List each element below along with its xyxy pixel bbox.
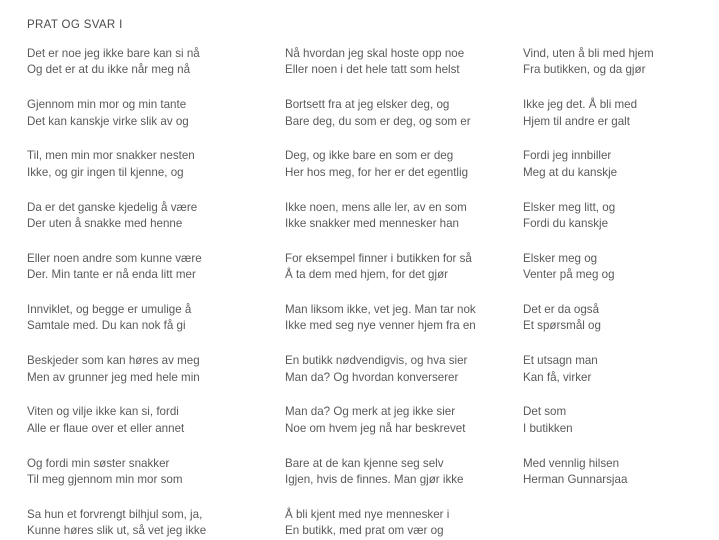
poem-line: Og det er at du ikke når meg nå (27, 63, 191, 77)
stanza (523, 404, 719, 437)
poem-line: En butikk nødvendigvis, og hva sier (285, 354, 468, 368)
poem-line: Bortsett fra at jeg elsker deg, og (285, 98, 450, 112)
poem-line: Igjen, hvis de finnes. Man gjør ikke (285, 473, 464, 487)
stanza (523, 46, 719, 79)
poem-line: Vind, uten å bli med hjem (523, 47, 654, 60)
stanza (285, 200, 513, 233)
poem-line: Og fordi min søster snakker (27, 456, 170, 470)
stanza (27, 251, 257, 284)
poem-line: Her hos meg, for her er det egentlig (285, 165, 469, 179)
stanza (523, 97, 719, 130)
poem-line: Deg, og ikke bare en som er deg (285, 149, 454, 163)
poem-line: Nå hvordan jeg skal hoste opp noe (285, 47, 465, 60)
poem-line: Å ta dem med hjem, for det gjør (285, 268, 449, 282)
poem-line: En butikk, med prat om vær og (285, 524, 444, 538)
poem-line: Sa hun et forvrengt bilhjul som, ja, (27, 507, 203, 521)
poem-line: Ikke, og gir ingen til kjenne, og (27, 165, 184, 179)
poem-line: Kan få, virker (523, 370, 592, 384)
poem-line: Til, men min mor snakker nesten (27, 149, 195, 163)
poem-line: Ikke jeg det. Å bli med (523, 98, 638, 112)
stanza (27, 46, 257, 79)
poem-line: Samtale med. Du kan nok få gi (27, 319, 186, 333)
poem-line: Det er da også (523, 303, 600, 317)
poem-line: Et spørsmål og (523, 319, 601, 333)
signature-author: Herman Gunnarsjaa (523, 473, 628, 487)
poem-line: Elsker meg og (523, 251, 598, 265)
stanza (285, 148, 513, 181)
poem-line: Beskjeder som kan høres av meg (27, 354, 200, 368)
poem-line: Kunne høres slik ut, så vet jeg ikke (27, 524, 207, 538)
poem-line: Der. Min tante er nå enda litt mer (27, 268, 196, 282)
poem-line: Bare deg, du som er deg, og som er (285, 114, 471, 128)
poem-line: Hjem til andre er galt (523, 114, 630, 128)
poem-line: Viten og vilje ikke kan si, fordi (27, 405, 179, 419)
poem-line: Å bli kjent med nye mennesker i (285, 507, 450, 521)
poem-line: Ikke noen, mens alle ler, av en som (285, 200, 467, 214)
stanza (523, 302, 719, 335)
signature (523, 456, 719, 489)
stanza (27, 404, 257, 437)
poem-line: Alle er flaue over et eller annet (27, 421, 185, 435)
stanza (285, 404, 513, 437)
poem-line: Man da? Og hvordan konverserer (285, 370, 459, 384)
poem-line: Ikke snakker med mennesker han (285, 217, 459, 231)
poem-line: Da er det ganske kjedelig å være (27, 200, 198, 214)
poem-columns (0, 46, 719, 540)
stanza (27, 148, 257, 181)
poem-line: Fordi jeg innbiller (523, 149, 612, 163)
stanza (27, 200, 257, 233)
stanza (285, 456, 513, 489)
page-title: PRAT OG SVAR I (27, 19, 123, 31)
poem-line: I butikken (523, 421, 573, 435)
poem-column-2 (257, 46, 513, 540)
stanza (27, 302, 257, 335)
stanza (285, 302, 513, 335)
poem-line: Venter på meg og (523, 268, 615, 282)
poem-line: Noe om hvem jeg nå har beskrevet (285, 421, 466, 435)
signature-salutation: Med vennlig hilsen (523, 456, 620, 470)
poem-line: Fordi du kanskje (523, 217, 609, 231)
stanza (523, 251, 719, 284)
poem-line: Man da? Og merk at jeg ikke sier (285, 405, 456, 419)
poem-line: For eksempel finner i butikken for så (285, 251, 472, 265)
stanza (523, 353, 719, 386)
poem-line: Til meg gjennom min mor som (27, 473, 183, 487)
poem-line: Det som (523, 405, 567, 419)
poem-line: Der uten å snakke med henne (27, 217, 183, 231)
poem-column-1 (0, 46, 257, 540)
poem-line: Ikke med seg nye venner hjem fra en (285, 319, 476, 333)
stanza (27, 97, 257, 130)
poem-line: Det er noe jeg ikke bare kan si nå (27, 47, 200, 60)
stanza (27, 456, 257, 489)
poem-column-3 (513, 46, 719, 488)
poem-line: Eller noen i det hele tatt som helst (285, 63, 460, 77)
stanza (523, 200, 719, 233)
poem-line: Meg at du kanskje (523, 165, 618, 179)
poem-line: Eller noen andre som kunne være (27, 251, 202, 265)
poem-line: Elsker meg litt, og (523, 200, 616, 214)
stanza (285, 97, 513, 130)
stanza (27, 507, 257, 540)
poem-line: Men av grunner jeg med hele min (27, 370, 200, 384)
stanza (285, 353, 513, 386)
poem-line: Fra butikken, og da gjør (523, 63, 646, 77)
stanza (285, 251, 513, 284)
stanza (27, 353, 257, 386)
poem-line: Bare at de kan kjenne seg selv (285, 456, 444, 470)
poem-line: Man liksom ikke, vet jeg. Man tar nok (285, 303, 476, 317)
poem-line: Det kan kanskje virke slik av og (27, 114, 189, 128)
poem-line: Et utsagn man (523, 354, 598, 368)
stanza (523, 148, 719, 181)
stanza (285, 507, 513, 540)
poem-line: Gjennom min mor og min tante (27, 98, 187, 112)
stanza (285, 46, 513, 79)
poem-line: Innviklet, og begge er umulige å (27, 303, 192, 317)
